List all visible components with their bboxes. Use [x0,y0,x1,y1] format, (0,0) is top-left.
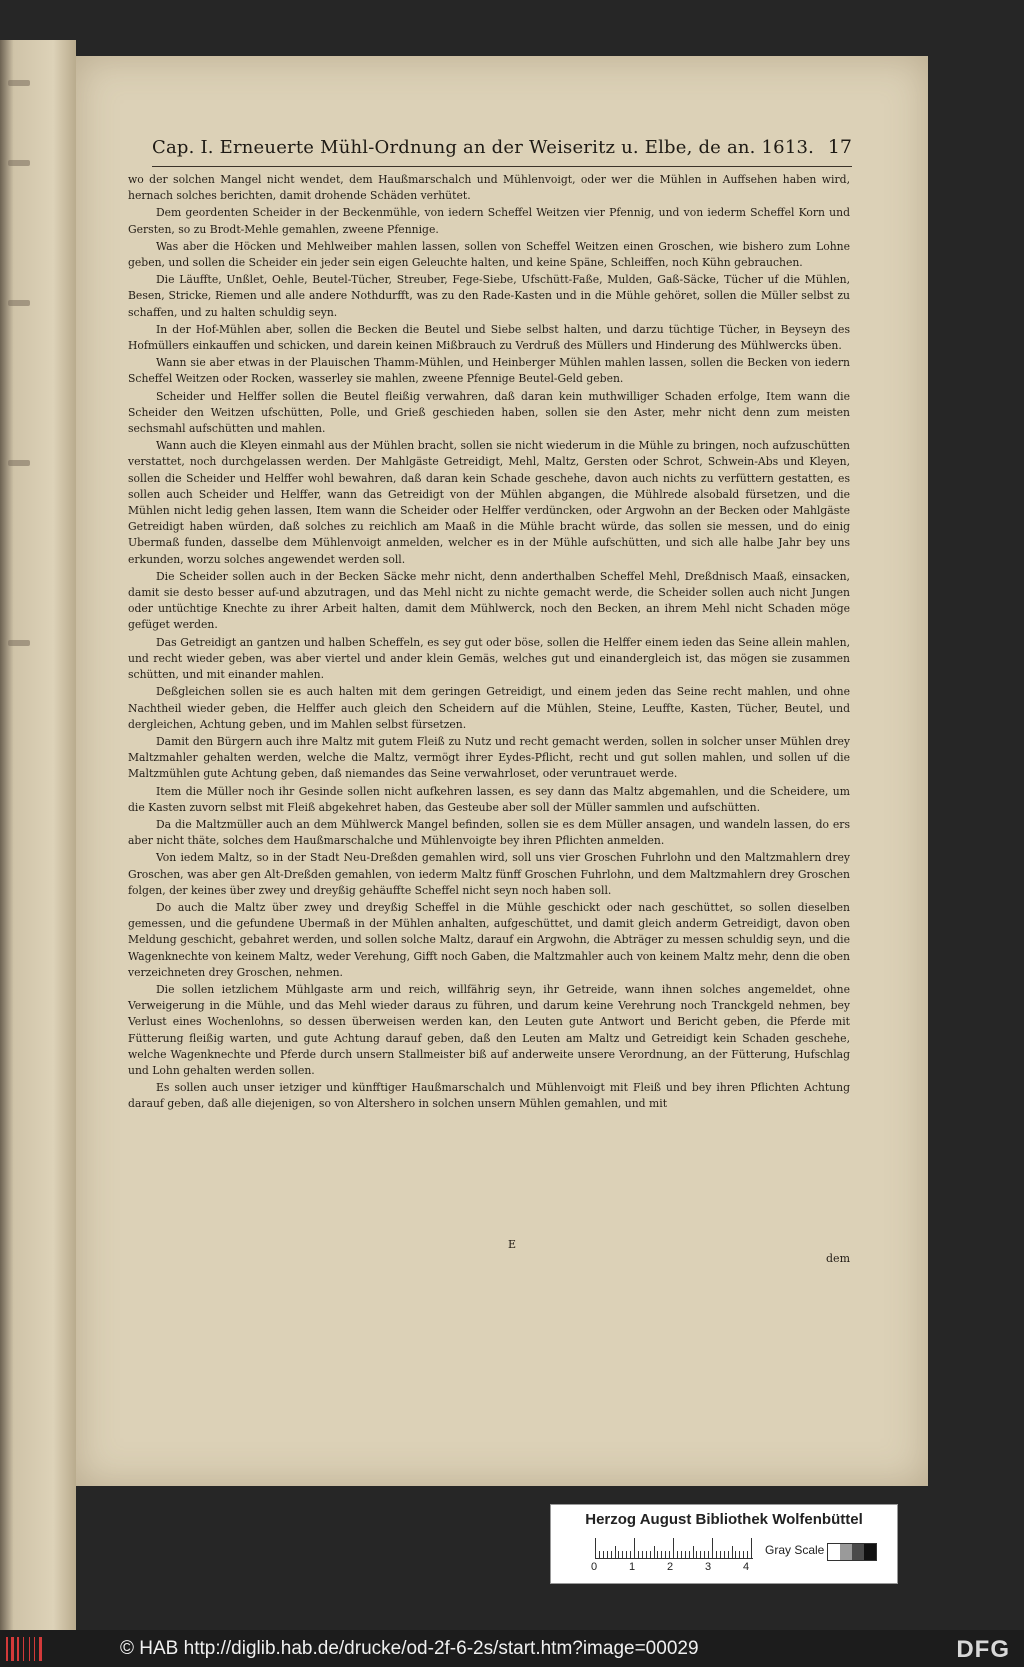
ruler-tick [669,1551,670,1558]
ruler-tick [708,1551,709,1558]
paragraph: Von iedem Maltz, so in der Stadt Neu-Dreßden gemahlen wird, soll uns vier Groschen Fuhrlohn und den Maltzmahlern drey Groschen, was aber gen Alt-Dreßden gemahlen, von iederm Maltz fünff Groschen Fuhrlohn, und dem Maltzmahlern drey Groschen folgen, der keines über zwey und dreyßig gehäuffte Scheffel nicht seyn noch haben soll. [128,851,850,897]
catchword: dem [826,1252,850,1265]
ruler-tick [642,1551,643,1558]
barcode-stripe [17,1637,19,1661]
ruler-tick [685,1551,686,1558]
ruler-tick [689,1551,690,1558]
scale-ruler [595,1537,753,1559]
ruler-tick [728,1551,729,1558]
body-text [128,172,850,1114]
gray-swatch [828,1544,840,1560]
footer-bar [0,1630,1024,1667]
paragraph: In der Hof-Mühlen aber, sollen die Becken die Beutel und Siebe selbst halten, und darzu tüchtige Tücher, in Beyseyn des Hofmüllers einkauffen und schicken, und darein keinen Mißbrauch zu Verdruß des Müllers und Hinderung des Mühlwercks üben. [128,322,850,353]
barcode-stripe [11,1637,14,1661]
margin-ink [8,160,30,166]
ruler-tick [630,1551,631,1558]
paragraph: wo der solchen Mangel nicht wendet, dem Haußmarschalch und Mühlenvoigt, oder wer die Mühlen in Auffsehen haben wird, hernach solches berichten, damit drohende Schäden verhütet. [128,173,850,203]
ruler-tick [696,1551,697,1558]
paragraph: Es sollen auch unser ietziger und künfftiger Haußmarschalch und Mühlenvoigt mit Fleiß und bey ihren Pflichten Achtung darauf geben, daß alle diejenigen, so von Altershero in solchen unsern Mühlen gemahlen, und mit [128,1081,850,1111]
paragraph: Was aber die Höcken und Mehlweiber mahlen lassen, sollen von Scheffel Weitzen einen Groschen, wie bishero zum Lohne geben, und sollen die Scheider ein jeder sein eigen Geleuchte halten, und keine Späne, Schleiffen, noch Kühn gebrauchen. [128,239,850,270]
ruler-tick [634,1538,635,1558]
ruler-tick [720,1551,721,1558]
paragraph: Die Läuffte, Unßlet, Oehle, Beutel-Tücher, Streuber, Fege-Siebe, Ufschütt-Faße, Mulden, Gaß-Säcke, Tücher uf die Mühlen, Besen, Stricke, Riemen und alle andere Nothdurfft, was zu den Rade-Kasten und in die Mühle gehöret, sollen die Müller selbst zu schaffen, und zu halten schuldig seyn. [128,273,850,319]
ruler-tick [626,1551,627,1558]
ruler-tick [724,1551,725,1558]
header-rule [152,166,852,167]
ruler-tick [732,1546,733,1558]
margin-ink [8,300,30,306]
barcode-stripe [34,1637,35,1661]
running-header [152,136,852,166]
ruler-tick [661,1551,662,1558]
ruler-tick [618,1551,619,1558]
ruler-number: 4 [743,1561,750,1573]
ruler-tick [650,1551,651,1558]
barcode-stripe [6,1637,8,1661]
paragraph: Scheider und Helffer sollen die Beutel fleißig verwahren, daß daran kein muthwilliger Schaden erfolge, Item wann die Scheider den Weitzen ufschütten, Polle, und Grieß geschieden haben, sollen sie den Aster, mehr nicht denn zum meisten sechsmahl aufschütten und mahlen. [128,389,850,436]
barcode-stripe [39,1637,42,1661]
ruler-tick [595,1538,596,1558]
ruler-number: 0 [591,1561,598,1573]
copyright-url[interactable]: © HAB http://diglib.hab.de/drucke/od-2f-6-2s/start.htm?image=00029 [120,1638,699,1659]
gray-swatch [852,1544,864,1560]
signature-mark: E [508,1238,517,1251]
paragraph: Dem geordenten Scheider in der Beckenmühle, von iedern Scheffel Weitzen vier Pfennig, und von iederm Scheffel Korn und Gersten, so zu Brodt-Mehle gemahlen, zweene Pfennige. [128,206,850,236]
ruler-number: 1 [629,1561,636,1573]
ruler-tick [657,1551,658,1558]
barcode-icon [6,1637,48,1661]
ruler-tick [716,1551,717,1558]
ruler-tick [681,1551,682,1558]
document-page [76,56,928,1486]
dfg-logo: DFG [956,1636,1010,1663]
paragraph: Do auch die Maltz über zwey und dreyßig Scheffel in die Mühle geschickt oder nach geschüttet, so sollen dieselben gemessen, und die gefundene Ubermaß in der Mühlen anhalten, aufgeschüttet, und damit gleich anderm Getreidigt, davon oben Meldung geschicht, gebahret werden, und sollen solche Maltz, darauf ein Argwohn, die Abträger zu messen schuldig seyn, und die Wagenknechte von keinem Maltz, weder Verehung, Gifft noch Gaben, die Maltzmahler auch von keinem Maltz mehr, denn die oben verzeichneten drey Groschen, nehmen. [128,900,850,979]
paragraph: Deßgleichen sollen sie es auch halten mit dem geringen Getreidigt, und einem jeden das Seine recht mahlen, und ohne Nachtheil wieder geben, die Helffer auch gleich den Scheidern auf die Mühlen, Steine, Leuffte, Kasten, Tücher, Beutel, und dergleichen, Achtung geben, und im Mahlen selbst fürsetzen. [128,685,850,731]
gray-scale-swatches [827,1543,877,1561]
gray-scale-label: Gray Scale [765,1543,825,1557]
library-name: Herzog August Bibliothek Wolfenbüttel [585,1511,863,1528]
ruler-tick [693,1546,694,1558]
ruler-number: 2 [667,1561,674,1573]
ruler-tick [739,1551,740,1558]
ruler-number: 3 [705,1561,712,1573]
barcode-stripe [29,1637,30,1661]
paragraph: Die Scheider sollen auch in der Becken Säcke mehr nicht, denn anderthalben Scheffel Mehl, Dreßdnisch Maaß, einsacken, damit sie desto besser auf-und abzutragen, und das Mehl nicht zu nichte gemacht werde, die Scheider sollen auch nicht Jungen oder untüchtige Knechte zu ihrer Arbeit halten, damit dem Mühlwerck, noch den Becken, an ihrem Mehl nicht Schaden möge gefüget werden. [128,569,850,632]
chapter-title: Cap. I. Erneuerte Mühl-Ordnung an der Weiseritz u. Elbe, de an. 1613. [152,137,815,158]
margin-ink [8,80,30,86]
ruler-tick [654,1546,655,1558]
ruler-tick [751,1538,752,1558]
ruler-tick [638,1551,639,1558]
adjacent-page-edge [0,40,76,1630]
ruler-tick [700,1551,701,1558]
ruler-tick [704,1551,705,1558]
paragraph: Da die Maltzmüller auch an dem Mühlwerck Mangel befinden, sollen sie es dem Müller ansagen, und wandeln lassen, do ers aber nicht thäte, solches dem Haußmarschalche und Mühlenvoigte bey ihren Pflichten anmelden. [128,817,850,848]
ruler-tick [743,1551,744,1558]
ruler-tick [615,1546,616,1558]
ruler-tick [646,1551,647,1558]
ruler-tick [747,1551,748,1558]
color-calibration-card [550,1504,898,1584]
gray-swatch [840,1544,852,1560]
margin-ink [8,640,30,646]
ruler-tick [677,1551,678,1558]
paragraph: Item die Müller noch ihr Gesinde sollen nicht aufkehren lassen, es sey dann das Maltz abgemahlen, und die Scheidere, um die Kasten zuvorn selbst mit Fleiß abgekehret haben, das Gesteube aber soll der Müller sammlen und aufschütten. [128,784,850,814]
ruler-tick [665,1551,666,1558]
paragraph: Das Getreidigt an gantzen und halben Scheffeln, es sey gut oder böse, sollen die Helffer einem ieden das Seine allein mahlen, und recht wieder geben, was aber viertel und ander klein Gemäs, welches gut und einandergleich ist, das mögen sie zusammen schütten, und mit einander mahlen. [128,635,850,682]
ruler-numbers [591,1561,761,1575]
paragraph: Wann sie aber etwas in der Plauischen Thamm-Mühlen, und Heinberger Mühlen mahlen lassen, sollen die Becken von iedern Scheffel Weitzen oder Rocken, wasserley sie mahlen, zweene Pfennige Beutel-Geld geben. [128,356,850,386]
ruler-tick [712,1538,713,1558]
ruler-tick [603,1551,604,1558]
paragraph: Wann auch die Kleyen einmahl aus der Mühlen bracht, sollen sie nicht wiederum in die Mühle zu bringen, noch aufzuschütten verstattet, noch durchgelassen werden. Der Mahlgäste Getreidigt, Mehl, Maltz, Gersten oder Schrot, Schwein-Abs und Kleyen, sollen die Scheider und Helffer wohl bewahren, daß daran kein Schade geschehe, davon auch nichts zu verfüttern gestatten, es sollen auch Scheider und Helffer, wann das Getreidigt von der Mühlen abgangen, die Mühlrede alsobald fürsetzen, und die Mühlen nicht ledig gehen lassen, Item wann die Scheider oder Helffer verdüncken, oder Argwohn an der Becken oder Mahlgäste Getreidigt haben würden, daß solches zu reichlich am Maaß in die Mühle bracht würde, das sollen sie messen, und do einig Ubermaß funden, dasselbe dem Mühlenvoigt anmelden, welcher es in der Mühle aufschütten, und sich alle halbe Jahr bey uns erkunden, worzu solches angewendet werden soll. [128,439,850,566]
ruler-tick [673,1538,674,1558]
ruler-tick [607,1551,608,1558]
paragraph: Damit den Bürgern auch ihre Maltz mit gutem Fleiß zu Nutz und recht gemacht werden, sollen in solcher unser Mühlen drey Maltzmahler gehalten werden, welche die Maltz, vermögt ihrer Eydes-Pflicht, recht und gut sollen mahlen, und sollen uf die Maltzmühlen gute Achtung geben, daß niemandes das Seine verwahrloset, oder veruntrauet werde. [128,734,850,781]
ruler-tick [622,1551,623,1558]
ruler-tick [735,1551,736,1558]
paragraph: Die sollen ietzlichem Mühlgaste arm und reich, willfährig seyn, ihr Getreide, wann ihnen solches angemeldet, ohne Verweigerung in die Mühle, und das Mehl wieder daraus zu führen, und darum keine Verehrung noch Tranckgeld nehmen, bey Verlust eines Wochenlohns, so dessen überweisen werden kan, den Leuten gute Antwort und Bericht geben, die Pferde mit Fütterung fleißig warten, und gute Achtung darauf geben, daß den Leuten am Maltz und Getreidigt kein Schaden geschehe, welche Wagenknechte und Pferde durch unsern Stallmeister biß auf anderweite unsere Verordnung, an der Fütterung, Hufschlag und Lohn gehalten werden sollen. [128,982,850,1077]
barcode-stripe [23,1637,24,1661]
gray-swatch [864,1544,876,1560]
margin-ink [8,460,30,466]
page-number: 17 [827,136,852,158]
ruler-tick [611,1551,612,1558]
ruler-tick [599,1551,600,1558]
